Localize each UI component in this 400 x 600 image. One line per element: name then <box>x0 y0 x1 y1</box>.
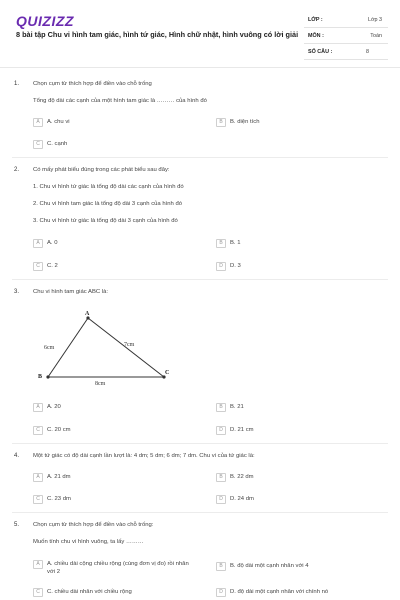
option-letter-box: C <box>33 262 43 271</box>
meta-row-count <box>304 44 388 60</box>
option-letter-box: B <box>216 562 226 571</box>
question-divider <box>12 157 388 158</box>
page-title: 8 bài tập Chu vi hình tam giác, hình tứ giác, Hình chữ nhật, hình vuông có lời giải <box>16 30 299 39</box>
side-bc-label: 8cm <box>95 381 106 387</box>
question-line: Muốn tính chu vi hình vuông, ta lấy ……… <box>33 539 144 545</box>
question-number: 4. <box>14 453 20 459</box>
option-letter-box: B <box>216 473 226 482</box>
option-label: B. độ dài một cạnh nhân với 4 <box>230 563 309 569</box>
meta-row-class <box>304 12 388 28</box>
option-label: C. 23 dm <box>47 496 71 502</box>
vertex-b-point <box>46 375 49 378</box>
option-label: A. chu vi <box>47 119 70 125</box>
meta-key: MÔN : <box>308 33 324 39</box>
question-prompt: Chọn cụm từ thích hợp để điền vào chỗ trống <box>33 81 152 87</box>
option-label: C. 2 <box>47 263 58 269</box>
option-label: D. 21 cm <box>230 427 254 433</box>
option-letter-box: A <box>33 473 43 482</box>
option-letter-box: D <box>216 426 226 435</box>
option-label: A. 21 dm <box>47 474 71 480</box>
option-letter-box: A <box>33 118 43 127</box>
question-divider <box>12 443 388 444</box>
question-number: 5. <box>14 522 20 528</box>
option-label: D. 24 dm <box>230 496 254 502</box>
option-letter-box: A <box>33 239 43 248</box>
vertex-c-label: C <box>165 370 170 376</box>
option-label: B. 1 <box>230 240 241 246</box>
meta-key: LỚP : <box>308 17 323 23</box>
vertex-b-label: B <box>38 374 43 380</box>
question-prompt: Chọn cụm từ thích hợp để điền vào chỗ trống: <box>33 522 154 528</box>
option-letter-box: A <box>33 560 43 569</box>
option-label: C. cạnh <box>47 141 68 147</box>
question-prompt: Chu vi hình tam giác ABC là: <box>33 289 108 295</box>
meta-key: SỐ CÂU : <box>308 49 333 55</box>
option-label: B. 21 <box>230 404 244 410</box>
option-label: D. 3 <box>230 263 241 269</box>
side-ab-label: 6cm <box>44 345 55 351</box>
option-label: D. độ dài một cạnh nhân với chính nó <box>230 589 329 595</box>
header-divider <box>0 67 400 68</box>
option-label: B. diện tích <box>230 119 260 125</box>
question-number: 3. <box>14 289 20 295</box>
option-label: C. chiều dài nhân với chiều rộng <box>47 589 132 595</box>
question-divider <box>12 279 388 280</box>
triangle-abc-figure <box>34 306 184 390</box>
option-label: C. 20 cm <box>47 427 71 433</box>
option-letter-box: B <box>216 239 226 248</box>
question-line: 2. Chu vi hình tam giác là tổng độ dài 3 cạnh của hình đó <box>33 201 183 207</box>
question-prompt: Có mấy phát biểu đúng trong các phát biểu sau đây: <box>33 167 170 173</box>
side-ac-label: 7cm <box>124 342 135 348</box>
meta-value: Lớp 3 <box>367 17 382 23</box>
question-line: Tổng độ dài các cạnh của một hình tam giác là ……… của hình đó <box>33 98 207 104</box>
option-letter-box: D <box>216 495 226 504</box>
option-label: A. 0 <box>47 240 58 246</box>
option-letter-box: D <box>216 262 226 271</box>
meta-value: 8 <box>366 49 369 55</box>
question-prompt: Một tứ giác có độ dài cạnh lần lượt là: 4 dm; 5 dm; 6 dm; 7 dm. Chu vi của tứ giác là: <box>33 453 255 459</box>
option-letter-box: C <box>33 140 43 149</box>
option-letter-box: A <box>33 403 43 412</box>
quizizz-logo: QUIZIZZ <box>16 13 74 29</box>
question-number: 1. <box>14 81 20 87</box>
meta-table <box>304 12 388 60</box>
question-line: 3. Chu vi hình tứ giác là tổng độ dài 3 cạnh của hình đó <box>33 218 178 224</box>
option-label: B. 22 dm <box>230 474 254 480</box>
option-label: A. 20 <box>47 404 61 410</box>
question-line: 1. Chu vi hình tứ giác là tổng độ dài các cạnh của hình đó <box>33 184 184 190</box>
vertex-a-label: A <box>85 311 90 317</box>
question-number: 2. <box>14 167 20 173</box>
option-letter-box: B <box>216 403 226 412</box>
option-letter-box: D <box>216 588 226 597</box>
option-letter-box: C <box>33 495 43 504</box>
option-letter-box: C <box>33 426 43 435</box>
option-label: A. chiều dài cộng chiều rộng (cùng đơn vị đo) rồi nhân với 2 <box>47 561 189 575</box>
option-letter-box: C <box>33 588 43 597</box>
meta-value: Toán <box>370 33 382 39</box>
meta-row-subject <box>304 28 388 44</box>
option-letter-box: B <box>216 118 226 127</box>
question-divider <box>12 512 388 513</box>
